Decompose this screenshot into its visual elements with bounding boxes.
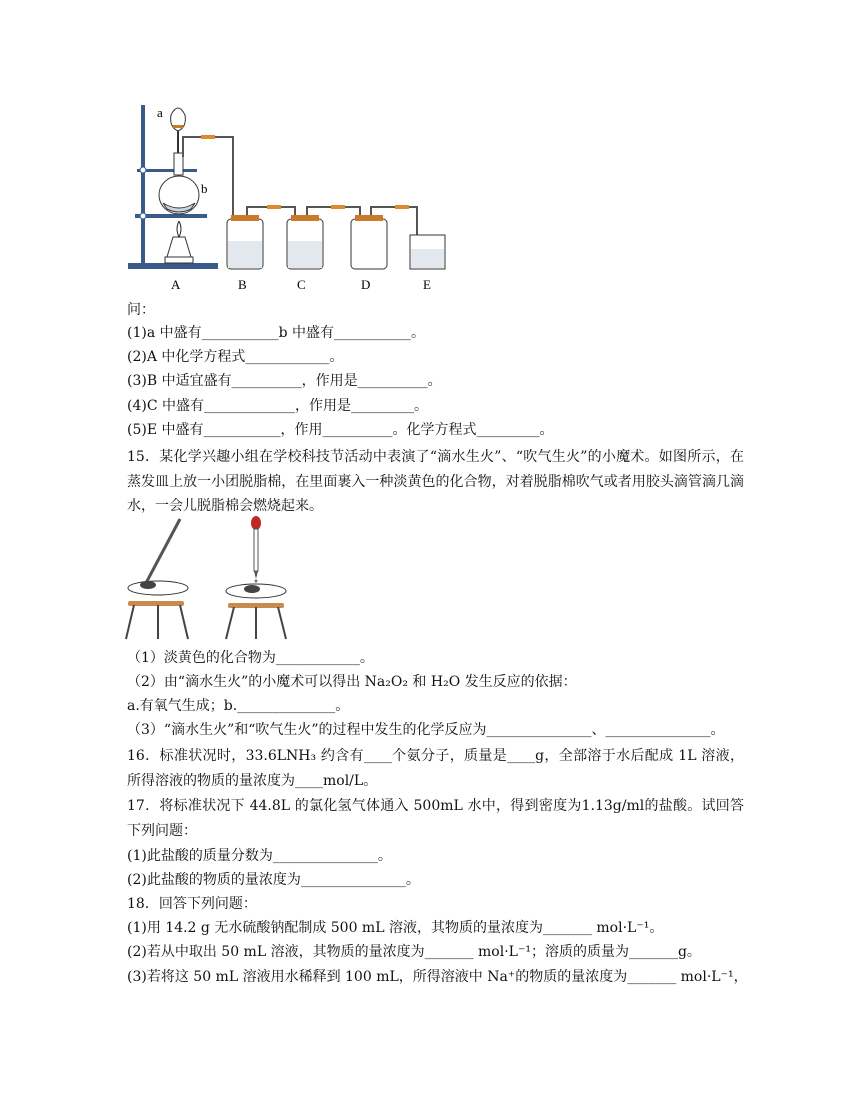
q16-stem: 16．标准状况时，33.6LNH₃ 约含有____个氨分子，质量是____g，全部溶于水后配成 1L 溶液，所得溶液的物质的量浓度为____mol/L。 xyxy=(127,748,744,789)
label-B: B xyxy=(238,277,247,292)
bottle-B xyxy=(227,215,263,269)
dropper xyxy=(251,516,261,583)
q17-part1: (1)此盐酸的质量分数为_______________。 xyxy=(127,848,392,864)
q14-intro: 问： xyxy=(127,302,155,318)
label-D: D xyxy=(361,277,371,292)
q18-stem: 18．回答下列问题： xyxy=(127,896,257,912)
stand-rod xyxy=(141,105,145,263)
q14-part5: (5)E 中盛有___________，作用__________。化学方程式_________。 xyxy=(127,422,554,438)
q15-part2: （2）由“滴水生火”的小魔术可以得出 Na₂O₂ 和 H₂O 发生反应的依据： xyxy=(127,674,577,690)
stand-base xyxy=(128,263,218,269)
q14-part3: (3)B 中适宜盛有__________，作用是__________。 xyxy=(127,373,442,389)
q17-part2: (2)此盐酸的物质的量浓度为_______________。 xyxy=(127,872,420,888)
apparatus-figure xyxy=(125,97,460,295)
dish-left xyxy=(126,581,188,639)
q15-part2a: a.有氧气生成；b.______________。 xyxy=(127,698,350,714)
q15-stem: 15．某化学兴趣小组在学校科技节活动中表演了“滴水生火”、“吹气生火”的小魔术。如图所示，在蒸发皿上放一小团脱脂棉，在里面裹入一种淡黄色的化合物，对着脱脂棉吹气或者用胶头滴管滴几滴水，一会儿脱脂棉会燃烧起来。 xyxy=(127,449,744,514)
q14-part4: (4)C 中盛有_____________，作用是_________。 xyxy=(127,398,428,414)
q15-part3: （3）“滴水生火”和“吹气生火”的过程中发生的化学反应为_______________、_______________。 xyxy=(127,722,725,738)
q18-part2: (2)若从中取出 50 mL 溶液，其物质的量浓度为_______ mol·L⁻¹；溶质的质量为_______g。 xyxy=(127,944,701,960)
label-C: C xyxy=(297,277,306,292)
dish-right xyxy=(226,584,286,639)
q14-part2: (2)A 中化学方程式____________。 xyxy=(127,349,344,365)
q14-part1: (1)a 中盛有___________b 中盛有___________。 xyxy=(127,325,426,341)
label-E: E xyxy=(423,277,431,292)
label-b: b xyxy=(201,181,208,196)
q15-part1: （1）淡黄色的化合物为____________。 xyxy=(127,650,374,666)
q18-part3: (3)若将这 50 mL 溶液用水稀释到 100 mL，所得溶液中 Na⁺的物质的量浓度为_______ mol·L⁻¹， xyxy=(127,969,748,985)
beaker-E xyxy=(410,235,445,269)
q17-stem: 17．将标准状况下 44.8L 的氯化氢气体通入 500mL 水中，得到密度为1.13g/ml的盐酸。试回答下列问题： xyxy=(127,798,744,839)
magic-trick-figure xyxy=(118,515,288,643)
label-a: a xyxy=(157,105,163,120)
q18-part1: (1)用 14.2 g 无水硫酸钠配制成 500 mL 溶液，其物质的量浓度为_______ mol·L⁻¹。 xyxy=(127,920,664,936)
bottle-D xyxy=(351,215,387,269)
label-A: A xyxy=(171,277,181,292)
bottle-C xyxy=(287,215,323,269)
